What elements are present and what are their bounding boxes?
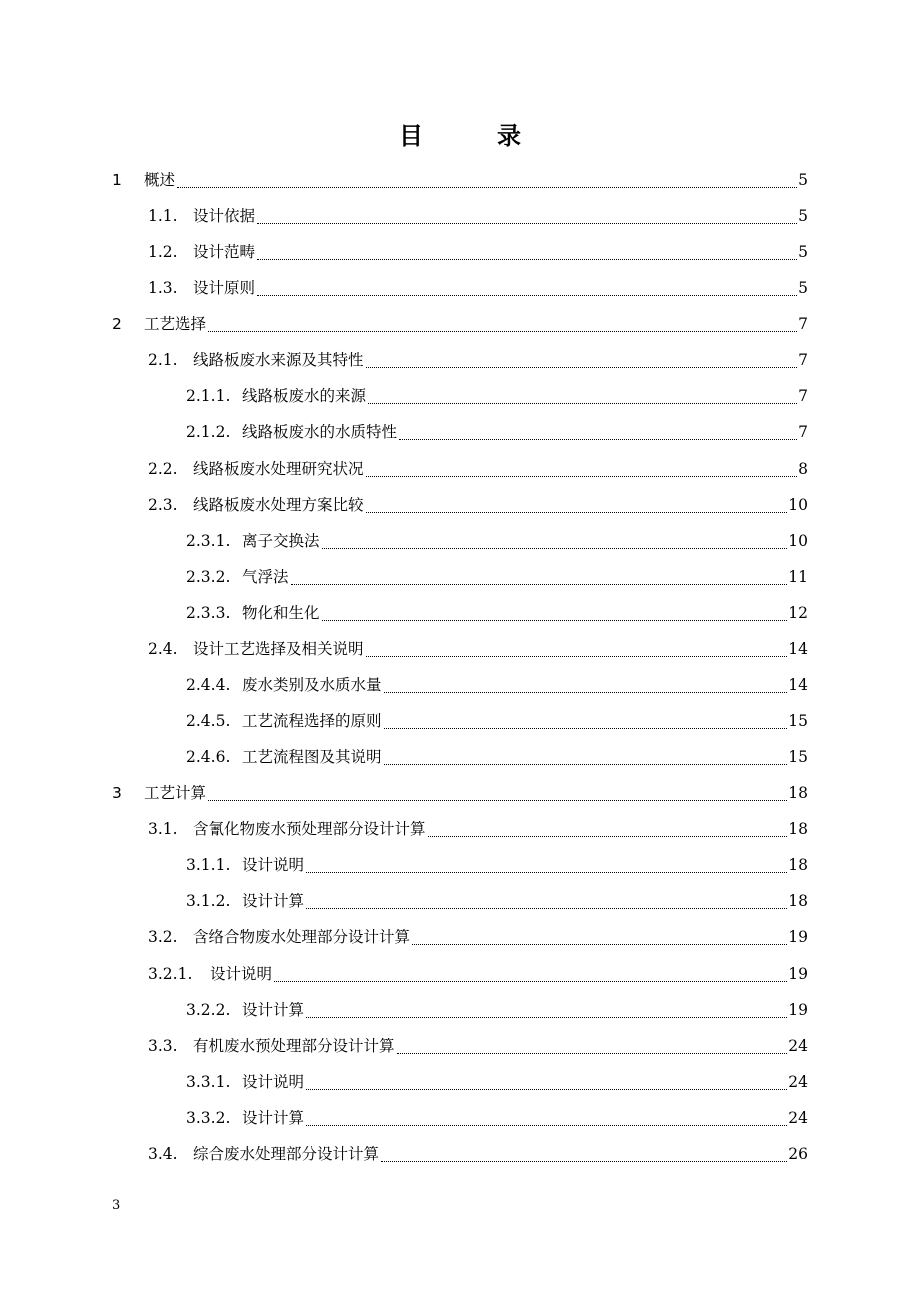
- toc-dot-leader: [306, 1013, 787, 1018]
- toc-entry-number: 3.3.: [148, 1036, 178, 1055]
- toc-entry-page: 7: [798, 351, 808, 370]
- toc-entry[interactable]: [148, 631, 808, 667]
- toc-entry[interactable]: [186, 883, 808, 919]
- toc-entry-label: 设计依据: [193, 207, 256, 226]
- toc-entry-label: 综合废水处理部分设计计算: [193, 1144, 380, 1163]
- toc-entry-label: 离子交换法: [242, 531, 320, 550]
- toc-dot-leader: [177, 183, 797, 188]
- toc-dot-leader: [306, 1085, 787, 1090]
- toc-entry-page: 24: [788, 1108, 808, 1127]
- toc-entry[interactable]: [148, 956, 808, 992]
- toc-entry-number: 3.3.2.: [186, 1108, 231, 1127]
- toc-entry-number: 2: [112, 315, 122, 334]
- toc-entry-number: 2.4.4.: [186, 675, 231, 694]
- toc-entry-page: 19: [788, 1000, 808, 1019]
- toc-entry-page: 24: [788, 1072, 808, 1091]
- toc-entry[interactable]: [186, 1100, 808, 1136]
- toc-entry-label: 工艺计算: [144, 784, 207, 803]
- toc-entry-label: 设计计算: [242, 892, 305, 911]
- toc-entry[interactable]: [112, 306, 808, 342]
- toc-entry-label: 废水类别及水质水量: [242, 675, 382, 694]
- toc-entry-label: 设计计算: [242, 1108, 305, 1127]
- toc-dot-leader: [366, 652, 788, 657]
- toc-entry[interactable]: [112, 775, 808, 811]
- toc-entry-label: 物化和生化: [242, 603, 320, 622]
- toc-entry-number: 3.1.: [148, 820, 178, 839]
- toc-entry-number: 1: [112, 171, 122, 189]
- toc-dot-leader: [257, 255, 797, 260]
- toc-dot-leader: [366, 363, 798, 368]
- toc-entry-number: 1.3.: [148, 279, 178, 298]
- toc-entry-number: 3.2.2.: [186, 1000, 231, 1019]
- toc-entry-label: 有机废水预处理部分设计计算: [193, 1036, 395, 1055]
- toc-entry-page: 19: [788, 928, 808, 947]
- toc-entry-page: 10: [788, 495, 808, 514]
- toc-entry-page: 18: [788, 856, 808, 875]
- toc-entry-number: 2.4.: [148, 639, 178, 658]
- toc-entry-number: 3.1.1.: [186, 856, 231, 875]
- toc-dot-leader: [274, 977, 787, 982]
- toc-entry-page: 24: [788, 1036, 808, 1055]
- toc-dot-leader: [306, 1121, 787, 1126]
- toc-entry-label: 设计说明: [242, 1072, 305, 1091]
- toc-dot-leader: [399, 435, 797, 440]
- toc-entry-label: 线路板废水的来源: [242, 387, 367, 406]
- toc-entry-label: 设计工艺选择及相关说明: [193, 639, 364, 658]
- toc-entry-number: 3.2.1.: [148, 964, 193, 983]
- toc-entry[interactable]: [148, 919, 808, 955]
- page-title: [0, 118, 920, 154]
- toc-dot-leader: [291, 580, 788, 585]
- toc-entry-page: 5: [798, 243, 808, 262]
- toc-dot-leader: [384, 688, 788, 693]
- toc-entry-label: 含络合物废水处理部分设计计算: [193, 928, 411, 947]
- toc-entry-number: 2.1.: [148, 351, 178, 370]
- toc-entry-number: 3.3.1.: [186, 1072, 231, 1091]
- toc-entry-label: 线路板废水来源及其特性: [193, 351, 364, 370]
- toc-entry-number: 1.2.: [148, 243, 178, 262]
- toc-entry[interactable]: [186, 739, 808, 775]
- toc-entry[interactable]: [186, 703, 808, 739]
- toc-dot-leader: [412, 940, 787, 945]
- toc-dot-leader: [397, 1049, 788, 1054]
- toc-entry-page: 7: [798, 423, 808, 442]
- toc-entry[interactable]: [148, 342, 808, 378]
- toc-dot-leader: [366, 472, 798, 477]
- toc-entry-number: 2.3.: [148, 495, 178, 514]
- toc-dot-leader: [366, 508, 788, 513]
- toc-entry[interactable]: [186, 992, 808, 1028]
- toc-dot-leader: [306, 868, 787, 873]
- toc-entry-label: 工艺流程选择的原则: [242, 712, 382, 731]
- toc-entry-page: 18: [788, 784, 808, 803]
- toc-entry-number: 2.2.: [148, 459, 178, 478]
- toc-entry-page: 19: [788, 964, 808, 983]
- toc-entry-page: 10: [788, 531, 808, 550]
- toc-entry-page: 14: [788, 639, 808, 658]
- toc-entry-label: 工艺选择: [144, 315, 207, 334]
- toc-entry-label: 线路板废水处理方案比较: [193, 495, 364, 514]
- toc-entry[interactable]: [186, 667, 808, 703]
- toc-entry-label: 线路板废水处理研究状况: [193, 459, 364, 478]
- toc-entry[interactable]: [148, 198, 808, 234]
- toc-entry[interactable]: [186, 1064, 808, 1100]
- toc-entry-label: 含氰化物废水预处理部分设计计算: [193, 820, 426, 839]
- toc-entry-label: 工艺流程图及其说明: [242, 748, 382, 767]
- toc-entry-number: 1.1.: [148, 207, 178, 226]
- toc-entry-page: 15: [788, 748, 808, 767]
- toc-entry[interactable]: [186, 378, 808, 414]
- toc-entry[interactable]: [148, 487, 808, 523]
- toc-entry-number: 3.4.: [148, 1144, 178, 1163]
- toc-entry-page: 26: [788, 1144, 808, 1163]
- toc-entry-label: 概述: [144, 171, 176, 189]
- toc-entry[interactable]: [148, 1136, 808, 1172]
- toc-entry-label: 设计范畴: [193, 243, 256, 262]
- toc-entry[interactable]: [186, 595, 808, 631]
- toc-dot-leader: [384, 724, 788, 729]
- toc-entry-number: 2.3.1.: [186, 531, 231, 550]
- toc-entry-page: 18: [788, 892, 808, 911]
- toc-entry-number: 2.4.6.: [186, 748, 231, 767]
- toc-dot-leader: [306, 904, 787, 909]
- toc-dot-leader: [384, 760, 788, 765]
- toc-dot-leader: [257, 291, 797, 296]
- toc-entry[interactable]: [148, 1028, 808, 1064]
- toc-entry-label: 设计说明: [210, 964, 273, 983]
- toc-entry[interactable]: [186, 414, 808, 450]
- toc-entry-page: 7: [798, 315, 808, 334]
- toc-dot-leader: [428, 832, 788, 837]
- toc-entry-page: 18: [788, 820, 808, 839]
- toc-entry-page: 12: [788, 603, 808, 622]
- toc-entry-label: 设计原则: [193, 279, 256, 298]
- toc-entry[interactable]: [148, 451, 808, 487]
- toc-entry-number: 2.3.2.: [186, 567, 231, 586]
- toc-entry-page: 8: [798, 459, 808, 478]
- toc-dot-leader: [208, 327, 797, 332]
- toc-dot-leader: [257, 219, 797, 224]
- toc-entry-page: 5: [798, 207, 808, 226]
- toc-entry-page: 15: [788, 712, 808, 731]
- toc-entry-number: 3: [112, 784, 122, 803]
- toc-entry[interactable]: [148, 270, 808, 306]
- toc-entry[interactable]: [148, 234, 808, 270]
- toc-entry-page: 7: [798, 387, 808, 406]
- toc-entry-label: 气浮法: [242, 567, 289, 586]
- toc-dot-leader: [322, 616, 788, 621]
- toc-entry-number: 2.1.2.: [186, 423, 231, 442]
- toc-entry-number: 3.2.: [148, 928, 178, 947]
- toc-entry-page: 5: [798, 279, 808, 298]
- toc-entry[interactable]: [186, 559, 808, 595]
- toc-dot-leader: [368, 399, 797, 404]
- page-number: 3: [112, 1198, 121, 1213]
- toc-entry-page: 14: [788, 675, 808, 694]
- toc-entry-label: 设计计算: [242, 1000, 305, 1019]
- toc-dot-leader: [322, 544, 788, 549]
- toc-entry-number: 2.4.5.: [186, 712, 231, 731]
- toc-entry-label: 线路板废水的水质特性: [242, 423, 398, 442]
- toc-entry-number: 2.1.1.: [186, 387, 231, 406]
- toc-entry-page: 11: [788, 567, 808, 586]
- toc-entry-label: 设计说明: [242, 856, 305, 875]
- toc-entry-number: 3.1.2.: [186, 892, 231, 911]
- title-char-1: 目: [399, 122, 423, 150]
- toc-entry-page: 5: [798, 171, 808, 189]
- toc-dot-leader: [208, 796, 787, 801]
- toc-dot-leader: [381, 1157, 787, 1162]
- title-char-2: 录: [497, 122, 521, 150]
- toc-entry[interactable]: [186, 523, 808, 559]
- toc-entry-number: 2.3.3.: [186, 603, 231, 622]
- toc-entry[interactable]: [186, 847, 808, 883]
- toc-entry[interactable]: [112, 162, 808, 198]
- toc-entry[interactable]: [148, 811, 808, 847]
